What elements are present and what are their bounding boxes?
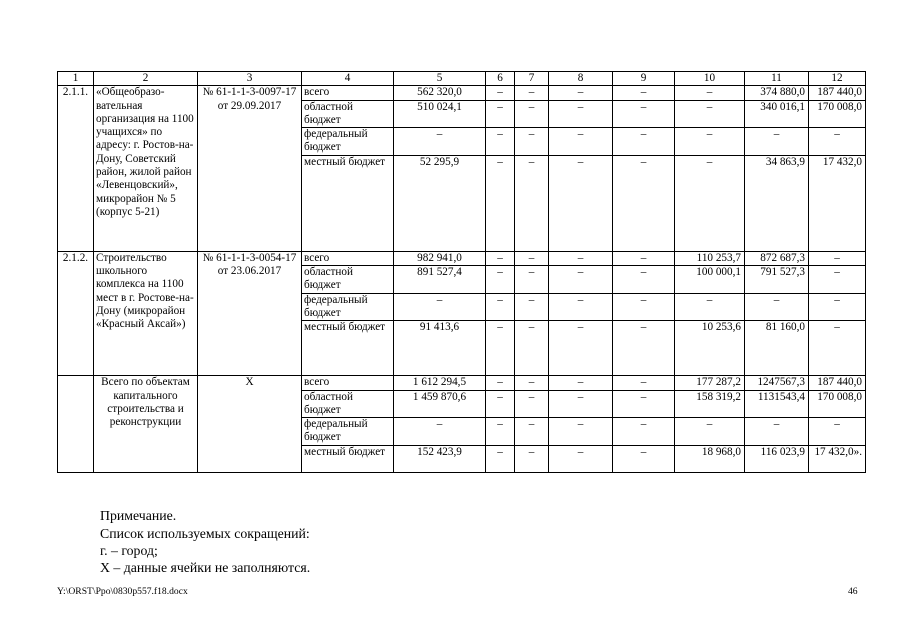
amount-cell: – [809,251,866,265]
amount-cell: 91 413,6 [394,321,486,376]
amount-cell: – [549,155,613,251]
amount-cell: 34 863,9 [745,155,809,251]
amount-cell: 81 160,0 [745,321,809,376]
amount-cell: 374 880,0 [745,86,809,100]
amount-cell: 187 440,0 [809,376,866,390]
abbreviation-x: Х – данные ячейки не заполняются. [100,560,311,575]
amount-cell: 177 287,2 [675,376,745,390]
amount-cell: 52 295,9 [394,155,486,251]
amount-cell: 100 000,1 [675,266,745,294]
amount-cell: – [549,418,613,446]
amount-cell: 110 253,7 [675,251,745,265]
amount-cell: – [549,128,613,156]
amount-cell: – [549,445,613,472]
amount-cell: 1 612 294,5 [394,376,486,390]
amount-cell: – [515,100,549,128]
amount-cell: – [486,86,515,100]
amount-cell: – [675,100,745,128]
amount-cell: – [549,100,613,128]
amount-cell: 1247567,3 [745,376,809,390]
amount-cell: 152 423,9 [394,445,486,472]
amount-cell: 1 459 870,6 [394,390,486,418]
amount-cell: – [675,293,745,321]
column-header: 1 [58,72,94,86]
amount-cell: – [486,100,515,128]
funding-source: местный бюджет [302,445,394,472]
column-header: 11 [745,72,809,86]
amount-cell: – [515,390,549,418]
funding-source: федеральный бюджет [302,293,394,321]
amount-cell: 10 253,6 [675,321,745,376]
page-number: 46 [848,586,858,597]
amount-cell: – [613,266,675,294]
amount-cell: – [515,418,549,446]
abbreviations-header: Список используемых сокращений: [100,526,310,541]
amount-cell: – [613,128,675,156]
column-header: 10 [675,72,745,86]
object-name: Всего по объектам капитального строительства и реконструкции [94,376,198,472]
column-header: 2 [94,72,198,86]
amount-cell: 340 016,1 [745,100,809,128]
table-row [58,86,866,100]
amount-cell: – [486,445,515,472]
funding-source: федеральный бюджет [302,128,394,156]
header-row [58,72,866,86]
amount-cell: – [549,293,613,321]
funding-source: областной бюджет [302,390,394,418]
amount-cell: – [675,155,745,251]
amount-cell: – [486,376,515,390]
amount-cell: – [486,155,515,251]
amount-cell: – [613,376,675,390]
amount-cell: – [515,376,549,390]
amount-cell: – [675,128,745,156]
table-row [58,376,866,390]
amount-cell: – [613,418,675,446]
row-number: 2.1.1. [58,86,94,251]
amount-cell: – [675,86,745,100]
amount-cell: 17 432,0». [809,445,866,472]
row-number: 2.1.2. [58,251,94,375]
budget-table [57,71,866,473]
amount-cell: – [515,266,549,294]
funding-source: местный бюджет [302,155,394,251]
column-header: 7 [515,72,549,86]
column-header: 6 [486,72,515,86]
amount-cell: – [486,128,515,156]
amount-cell: – [675,418,745,446]
amount-cell: – [613,321,675,376]
funding-source: местный бюджет [302,321,394,376]
amount-cell: 891 527,4 [394,266,486,294]
amount-cell: – [613,155,675,251]
expertise-conclusion: Х [198,376,302,472]
amount-cell: – [515,251,549,265]
amount-cell: 170 008,0 [809,390,866,418]
amount-cell: – [549,321,613,376]
funding-source: всего [302,86,394,100]
footer-file-path: Y:\ORST\Ppo\0830p557.f18.docx [57,586,188,597]
amount-cell: 791 527,3 [745,266,809,294]
column-header: 4 [302,72,394,86]
amount-cell: – [549,251,613,265]
amount-cell: – [486,293,515,321]
amount-cell: – [613,100,675,128]
amount-cell: – [515,86,549,100]
amount-cell: – [745,293,809,321]
amount-cell: – [549,390,613,418]
amount-cell: – [486,390,515,418]
amount-cell: – [613,86,675,100]
amount-cell: – [486,321,515,376]
amount-cell: – [809,266,866,294]
amount-cell: – [486,266,515,294]
amount-cell: – [809,321,866,376]
amount-cell: – [394,128,486,156]
amount-cell: – [809,293,866,321]
column-header: 5 [394,72,486,86]
amount-cell: – [549,266,613,294]
object-name: «Общеобразо-вательная организация на 1100 учащихся» по адресу: г. Ростов-на-Дону, Советский район, жилой район «Левенцовский», микрорайон № 5 (корпус 5-21) [94,86,198,251]
column-header: 12 [809,72,866,86]
amount-cell: 18 968,0 [675,445,745,472]
amount-cell: – [394,418,486,446]
amount-cell: – [515,445,549,472]
column-header: 9 [613,72,675,86]
amount-cell: – [613,445,675,472]
amount-cell: – [613,251,675,265]
expertise-conclusion: № 61-1-1-3-0054-17 от 23.06.2017 [198,251,302,375]
funding-source: федеральный бюджет [302,418,394,446]
amount-cell: 1131543,4 [745,390,809,418]
amount-cell: 187 440,0 [809,86,866,100]
amount-cell: 562 320,0 [394,86,486,100]
amount-cell: 170 008,0 [809,100,866,128]
amount-cell: – [809,128,866,156]
amount-cell: – [515,128,549,156]
amount-cell: 116 023,9 [745,445,809,472]
amount-cell: – [549,86,613,100]
row-number [58,376,94,472]
funding-source: всего [302,251,394,265]
amount-cell: 982 941,0 [394,251,486,265]
object-name: Строительство школьного комплекса на 1100 мест в г. Ростове-на-Дону (микрорайон «Красный Аксай») [94,251,198,375]
funding-source: областной бюджет [302,100,394,128]
amount-cell: 510 024,1 [394,100,486,128]
abbreviation-city: г. – город; [100,543,158,558]
funding-source: всего [302,376,394,390]
amount-cell: – [613,293,675,321]
note-title: Примечание. [100,508,177,523]
amount-cell: – [613,390,675,418]
amount-cell: – [515,155,549,251]
amount-cell: – [809,418,866,446]
amount-cell: – [515,321,549,376]
amount-cell: – [515,293,549,321]
expertise-conclusion: № 61-1-1-3-0097-17 от 29.09.2017 [198,86,302,251]
amount-cell: 872 687,3 [745,251,809,265]
column-header: 3 [198,72,302,86]
amount-cell: – [486,418,515,446]
table-row [58,251,866,265]
amount-cell: – [745,128,809,156]
column-header: 8 [549,72,613,86]
amount-cell: – [486,251,515,265]
amount-cell: – [745,418,809,446]
amount-cell: – [394,293,486,321]
amount-cell: 17 432,0 [809,155,866,251]
funding-source: областной бюджет [302,266,394,294]
amount-cell: – [549,376,613,390]
amount-cell: 158 319,2 [675,390,745,418]
